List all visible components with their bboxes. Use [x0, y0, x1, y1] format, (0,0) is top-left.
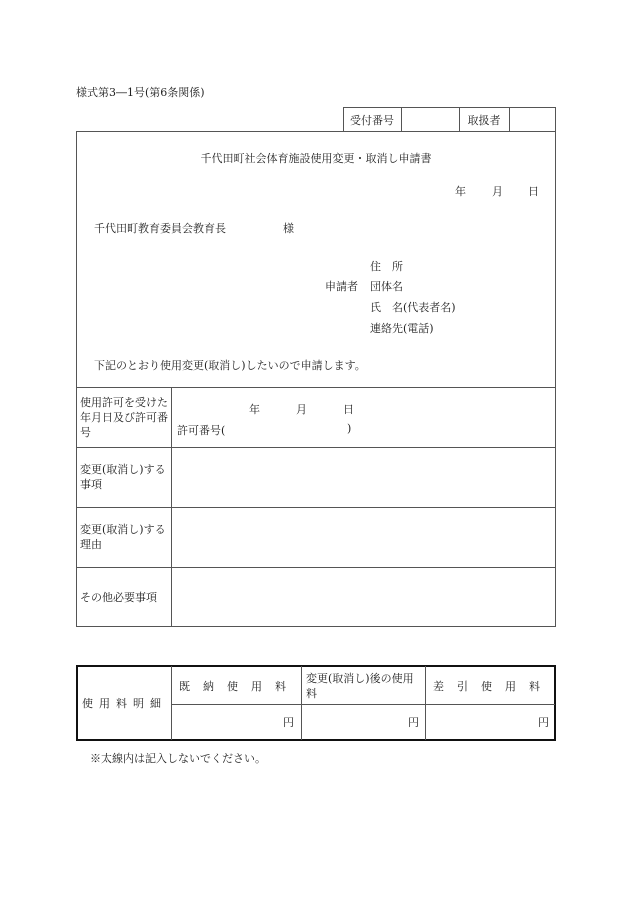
footnote: ※太線内は記入しないでください。 [90, 752, 266, 765]
fee-changed-header: 変更(取消し)後の使用料 [306, 671, 414, 700]
change-items-field[interactable] [172, 448, 555, 506]
row-change-items-label: 変更(取消し)する事項 [80, 463, 166, 491]
date-year-label: 年 [455, 185, 466, 198]
applicant-label: 申請者 [325, 280, 358, 293]
date-month-label: 月 [492, 185, 503, 198]
fee-difference-header: 差引使用料 [433, 679, 553, 693]
date-day-label: 日 [528, 185, 539, 198]
row-other-label: その他必要事項 [80, 591, 157, 604]
row-change-reason-label: 変更(取消し)する理由 [80, 523, 166, 551]
permit-number-field[interactable] [235, 420, 340, 436]
handler-label: 取扱者 [467, 113, 501, 127]
receipt-number-label: 受付番号 [350, 113, 394, 127]
change-reason-field[interactable] [172, 508, 555, 566]
applicant-name-label: 氏 名(代表者名) [370, 301, 456, 314]
applicant-address-label: 住 所 [370, 260, 403, 273]
fee-changed-field[interactable] [302, 705, 419, 739]
addressee-name: 千代田町教育委員会教育長 [94, 222, 226, 235]
permit-number-close: ) [347, 422, 352, 435]
permit-number-label: 許可番号( [177, 424, 226, 437]
form-number: 様式第3―1号(第6条関係) [76, 86, 205, 99]
permit-year-label: 年 [249, 403, 260, 416]
row-permit-label: 使用許可を受けた年月日及び許可番号 [80, 395, 168, 439]
receipt-number-field[interactable] [401, 107, 459, 132]
permit-month-label: 月 [296, 403, 307, 416]
statement-text: 下記のとおり使用変更(取消し)したいので申請します。 [94, 359, 366, 372]
fee-row-label: 使用料明細 [82, 697, 167, 710]
fee-paid-unit: 円 [283, 716, 294, 729]
form-title: 千代田町社会体育施設使用変更・取消し申請書 [200, 152, 432, 165]
applicant-group-label: 団体名 [370, 280, 403, 293]
fee-paid-field[interactable] [172, 705, 294, 739]
applicant-contact-label: 連絡先(電話) [370, 322, 434, 335]
other-field[interactable] [172, 568, 555, 626]
fee-difference-field[interactable] [426, 705, 549, 739]
fee-difference-unit: 円 [538, 716, 549, 729]
handler-field[interactable] [509, 107, 556, 132]
permit-day-label: 日 [343, 403, 354, 416]
fee-paid-header: 既納使用料 [179, 679, 299, 693]
addressee-honorific: 様 [283, 222, 294, 235]
fee-changed-unit: 円 [408, 716, 419, 729]
